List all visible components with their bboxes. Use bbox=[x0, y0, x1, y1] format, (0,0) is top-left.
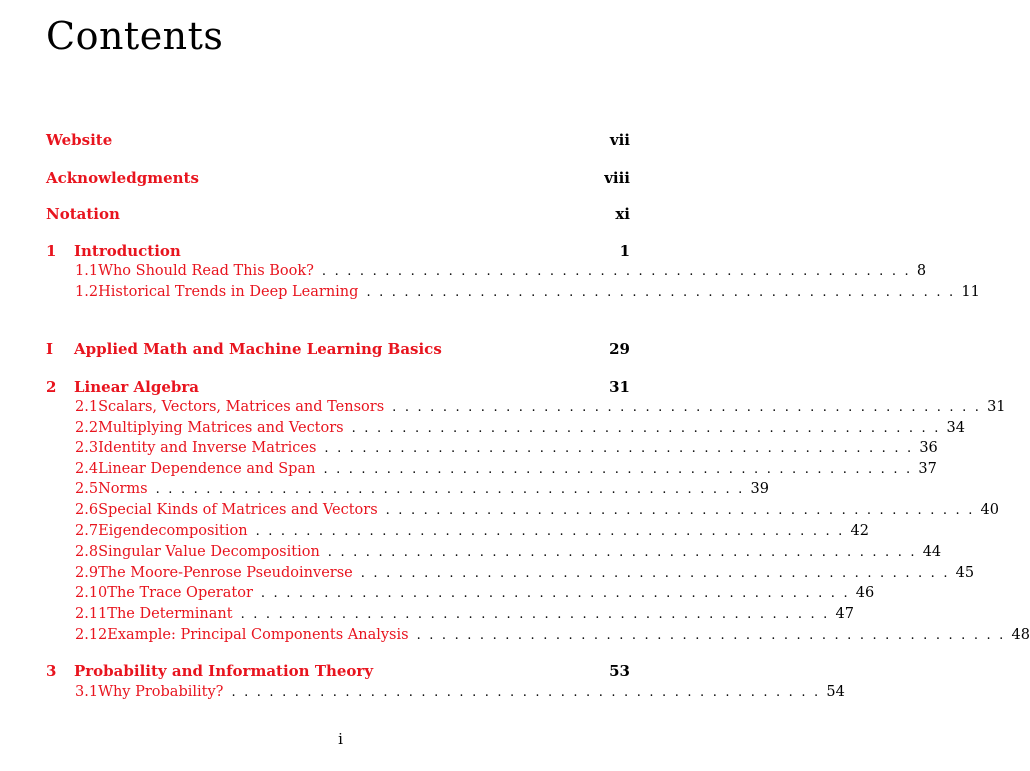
toc-page-number: 11 bbox=[961, 284, 980, 300]
toc-section-2-3[interactable] bbox=[46, 440, 938, 460]
chapter-title[interactable]: Probability and Information Theory bbox=[74, 662, 374, 680]
chapter-title[interactable]: Introduction bbox=[74, 242, 181, 260]
dot-leader: . . . . . . . . . . . . . . . . . . . . . . . . . . . . . . . . . . . . . . . . . . . . . . . bbox=[385, 503, 975, 518]
chapter-number[interactable]: 2 bbox=[46, 378, 57, 396]
dot-leader: . . . . . . . . . . . . . . . . . . . . . . . . . . . . . . . . . . . . . . . . . . . . . . . bbox=[392, 400, 982, 415]
chapter-number[interactable]: 3 bbox=[46, 662, 57, 680]
dot-leader: . . . . . . . . . . . . . . . . . . . . . . . . . . . . . . . . . . . . . . . . . . . . . . . bbox=[366, 285, 956, 300]
toc-page-number: 45 bbox=[955, 565, 975, 581]
toc-chapter-2[interactable] bbox=[46, 378, 630, 398]
section-number[interactable]: 2.3 bbox=[75, 440, 99, 456]
section-number[interactable]: 1.2 bbox=[75, 284, 99, 300]
dot-leader: . . . . . . . . . . . . . . . . . . . . . . . . . . . . . . . . . . . . . . . . . . . . . . . bbox=[416, 628, 1006, 643]
toc-page-number: xi bbox=[615, 205, 630, 223]
toc-page-number: 54 bbox=[826, 684, 845, 700]
section-title[interactable]: Why Probability? bbox=[98, 684, 224, 700]
part-number[interactable]: I bbox=[46, 340, 54, 358]
toc-page-number: viii bbox=[604, 169, 630, 187]
toc-page-number: vii bbox=[609, 131, 630, 149]
section-number[interactable]: 2.11 bbox=[75, 606, 108, 622]
dot-leader: . . . . . . . . . . . . . . . . . . . . . . . . . . . . . . . . . . . . . . . . . . . . . . . bbox=[231, 685, 821, 700]
toc-entry-acknowledgments[interactable] bbox=[46, 169, 630, 189]
section-title[interactable]: The Determinant bbox=[107, 606, 233, 622]
toc-section-2-6[interactable] bbox=[46, 502, 999, 522]
toc-section-1-2[interactable] bbox=[46, 284, 980, 304]
toc-section-2-9[interactable] bbox=[46, 565, 975, 585]
section-number[interactable]: 1.1 bbox=[75, 263, 99, 279]
section-number[interactable]: 2.7 bbox=[75, 523, 99, 539]
dot-leader: . . . . . . . . . . . . . . . . . . . . . . . . . . . . . . . . . . . . . . . . . . . . . . . bbox=[240, 607, 830, 622]
toc-page-number: 39 bbox=[750, 481, 769, 497]
toc-page-number: 31 bbox=[609, 378, 630, 396]
toc-section-2-5[interactable] bbox=[46, 481, 769, 501]
toc-section-3-1[interactable] bbox=[46, 684, 845, 704]
section-title[interactable]: Linear Dependence and Span bbox=[98, 461, 316, 477]
toc-section-2-11[interactable] bbox=[46, 606, 854, 626]
page-title: Contents bbox=[46, 14, 224, 58]
toc-page-number: 37 bbox=[918, 461, 937, 477]
toc-entry-notation[interactable] bbox=[46, 205, 630, 225]
dot-leader: . . . . . . . . . . . . . . . . . . . . . . . . . . . . . . . . . . . . . . . . . . . . . . . bbox=[155, 482, 745, 497]
section-title[interactable]: The Moore-Penrose Pseudoinverse bbox=[98, 565, 353, 581]
toc-section-1-1[interactable] bbox=[46, 263, 927, 283]
section-title[interactable]: Singular Value Decomposition bbox=[98, 544, 320, 560]
toc-page-number: 46 bbox=[855, 585, 875, 601]
part-title[interactable]: Applied Math and Machine Learning Basics bbox=[74, 340, 442, 358]
toc-section-2-1[interactable] bbox=[46, 399, 1006, 419]
chapter-title[interactable]: Linear Algebra bbox=[74, 378, 200, 396]
section-title[interactable]: The Trace Operator bbox=[107, 585, 253, 601]
section-title[interactable]: Norms bbox=[98, 481, 148, 497]
section-number[interactable]: 2.12 bbox=[75, 627, 108, 643]
dot-leader: . . . . . . . . . . . . . . . . . . . . . . . . . . . . . . . . . . . . . . . . . . . . . . . bbox=[360, 566, 950, 581]
toc-part-1[interactable] bbox=[46, 340, 630, 360]
section-title[interactable]: Scalars, Vectors, Matrices and Tensors bbox=[98, 399, 385, 415]
section-number[interactable]: 3.1 bbox=[75, 684, 99, 700]
dot-leader: . . . . . . . . . . . . . . . . . . . . . . . . . . . . . . . . . . . . . . . . . . . . . . . bbox=[260, 586, 850, 601]
toc-entry-title[interactable]: Notation bbox=[46, 205, 120, 223]
section-number[interactable]: 2.8 bbox=[75, 544, 99, 560]
toc-section-2-4[interactable] bbox=[46, 461, 937, 481]
dot-leader: . . . . . . . . . . . . . . . . . . . . . . . . . . . . . . . . . . . . . . . . . . . . . . . bbox=[327, 545, 917, 560]
section-number[interactable]: 2.6 bbox=[75, 502, 99, 518]
toc-page-number: 53 bbox=[609, 662, 630, 680]
toc-page-number: 8 bbox=[916, 263, 927, 279]
toc-page-number: 40 bbox=[980, 502, 999, 518]
toc-page-number: 42 bbox=[850, 523, 869, 539]
dot-leader: . . . . . . . . . . . . . . . . . . . . . . . . . . . . . . . . . . . . . . . . . . . . . . . bbox=[351, 421, 941, 436]
toc-section-2-12[interactable] bbox=[46, 627, 1030, 647]
toc-entry-website[interactable] bbox=[46, 131, 630, 151]
section-title[interactable]: Historical Trends in Deep Learning bbox=[98, 284, 359, 300]
dot-leader: . . . . . . . . . . . . . . . . . . . . . . . . . . . . . . . . . . . . . . . . . . . . . . . bbox=[324, 441, 914, 456]
toc-entry-title[interactable]: Website bbox=[46, 131, 113, 149]
section-title[interactable]: Example: Principal Components Analysis bbox=[107, 627, 409, 643]
section-number[interactable]: 2.9 bbox=[75, 565, 99, 581]
toc-section-2-8[interactable] bbox=[46, 544, 942, 564]
section-title[interactable]: Multiplying Matrices and Vectors bbox=[98, 420, 344, 436]
toc-page-number: 34 bbox=[946, 420, 965, 436]
toc-page-number: 1 bbox=[619, 242, 630, 260]
section-title[interactable]: Who Should Read This Book? bbox=[98, 263, 314, 279]
toc-chapter-1[interactable] bbox=[46, 242, 630, 262]
toc-page-number: 31 bbox=[987, 399, 1006, 415]
toc-section-2-2[interactable] bbox=[46, 420, 965, 440]
toc-entry-title[interactable]: Acknowledgments bbox=[46, 169, 199, 187]
section-number[interactable]: 2.2 bbox=[75, 420, 99, 436]
toc-page-number: 48 bbox=[1011, 627, 1030, 643]
chapter-number[interactable]: 1 bbox=[46, 242, 57, 260]
page-number-footer: i bbox=[338, 730, 343, 748]
toc-chapter-3[interactable] bbox=[46, 662, 630, 682]
section-title[interactable]: Identity and Inverse Matrices bbox=[98, 440, 317, 456]
toc-page-number: 36 bbox=[919, 440, 938, 456]
toc-page-number: 29 bbox=[609, 340, 630, 358]
section-number[interactable]: 2.5 bbox=[75, 481, 99, 497]
section-title[interactable]: Special Kinds of Matrices and Vectors bbox=[98, 502, 378, 518]
section-title[interactable]: Eigendecomposition bbox=[98, 523, 248, 539]
dot-leader: . . . . . . . . . . . . . . . . . . . . . . . . . . . . . . . . . . . . . . . . . . . . . . . bbox=[255, 524, 845, 539]
dot-leader: . . . . . . . . . . . . . . . . . . . . . . . . . . . . . . . . . . . . . . . . . . . . . . . bbox=[323, 462, 913, 477]
toc-section-2-10[interactable] bbox=[46, 585, 875, 605]
toc-page-number: 47 bbox=[835, 606, 854, 622]
section-number[interactable]: 2.10 bbox=[75, 585, 108, 601]
toc-section-2-7[interactable] bbox=[46, 523, 869, 543]
dot-leader: . . . . . . . . . . . . . . . . . . . . . . . . . . . . . . . . . . . . . . . . . . . . . . . bbox=[321, 264, 911, 279]
section-number[interactable]: 2.4 bbox=[75, 461, 99, 477]
section-number[interactable]: 2.1 bbox=[75, 399, 99, 415]
toc-page-number: 44 bbox=[922, 544, 942, 560]
